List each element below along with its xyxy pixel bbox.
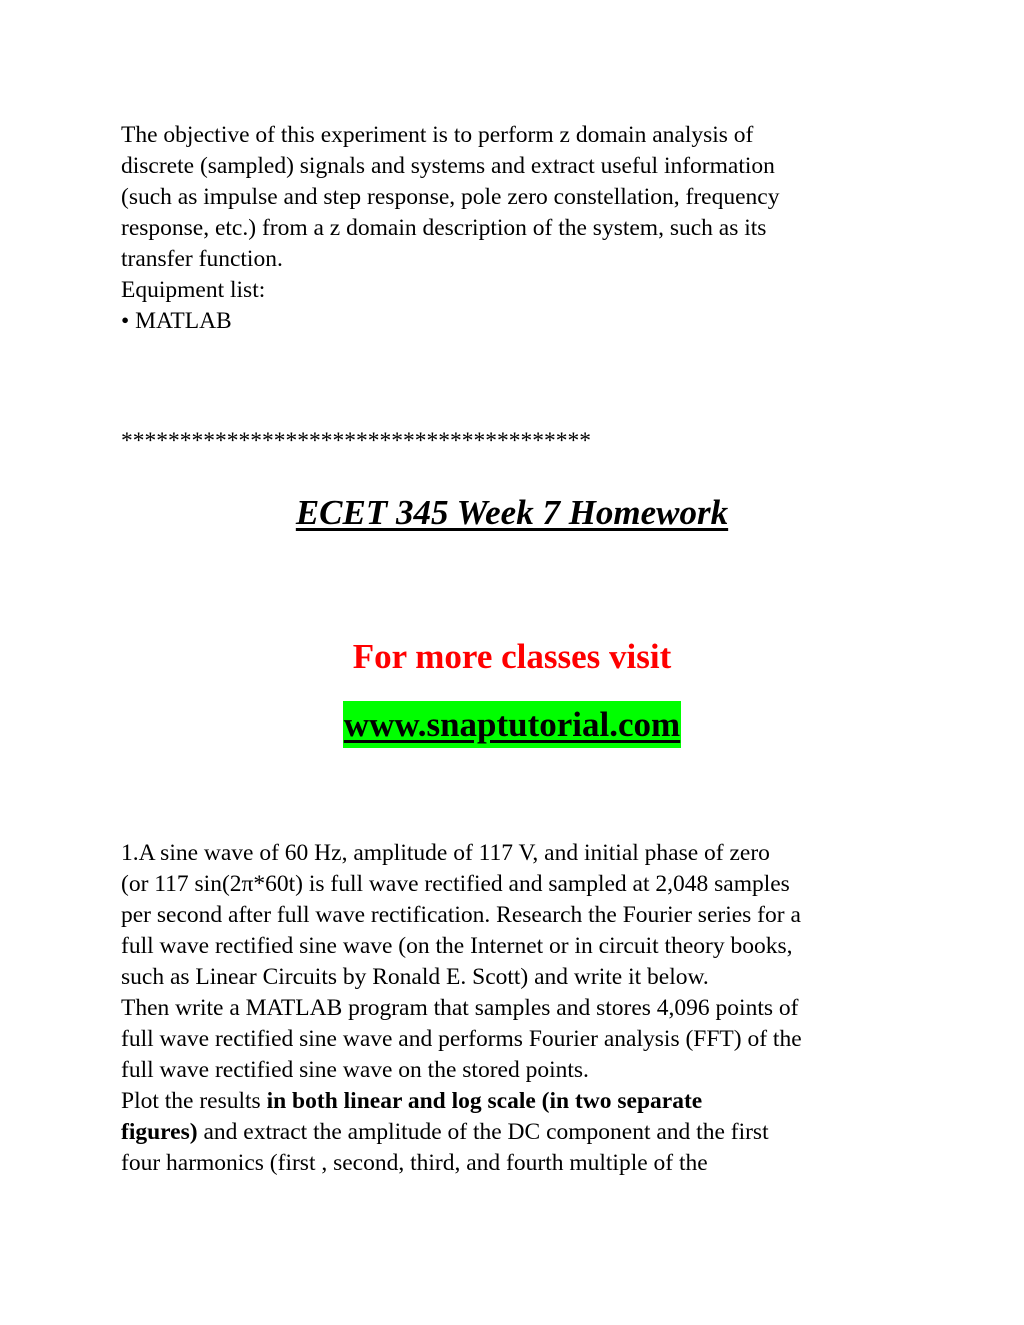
homework-title (0, 488, 1024, 538)
equipment-list-label: Equipment list: (121, 277, 266, 303)
promo-link-container (0, 701, 1024, 748)
intro-line: transfer function. (121, 246, 283, 272)
intro-line: (such as impulse and step response, pole zero constellation, frequency (121, 184, 780, 210)
question-line: full wave rectified sine wave (on the Internet or in circuit theory books, (121, 933, 793, 959)
intro-line: discrete (sampled) signals and systems and extract useful information (121, 153, 775, 179)
plot-instruction-line (121, 1086, 911, 1117)
question-line: four harmonics (first , second, third, and fourth multiple of the (121, 1150, 708, 1176)
intro-line: The objective of this experiment is to perform z domain analysis of (121, 122, 754, 148)
question-line: such as Linear Circuits by Ronald E. Scott) and write it below. (121, 964, 709, 990)
intro-line: response, etc.) from a z domain description of the system, such as its (121, 215, 767, 241)
question-line: (or 117 sin(2π*60t) is full wave rectified and sampled at 2,048 samples (121, 871, 790, 897)
snaptutorial-link[interactable]: www.snaptutorial.com (343, 701, 681, 748)
plot-instruction-line (121, 1117, 911, 1148)
homework-title-text: ECET 345 Week 7 Homework (295, 493, 729, 532)
question-line: full wave rectified sine wave on the stored points. (121, 1057, 589, 1083)
plot-prefix: Plot the results (121, 1088, 267, 1114)
intro-paragraph (121, 120, 911, 337)
section-separator: **************************************** (121, 428, 591, 454)
question-line: Then write a MATLAB program that samples and stores 4,096 points of (121, 995, 799, 1021)
equipment-list-item: • MATLAB (121, 308, 232, 334)
plot-emphasis: in both linear and log scale (in two separate (266, 1088, 703, 1114)
question-line: 1.A sine wave of 60 Hz, amplitude of 117 V, and initial phase of zero (121, 840, 770, 866)
plot-emphasis: figures) (121, 1119, 198, 1145)
question-line: full wave rectified sine wave and performs Fourier analysis (FFT) of the (121, 1026, 802, 1052)
promo-heading: For more classes visit (352, 637, 672, 676)
question-line: per second after full wave rectification. Research the Fourier series for a (121, 902, 801, 928)
question-paragraph (121, 838, 911, 1179)
plot-suffix: and extract the amplitude of the DC component and the first (197, 1119, 769, 1145)
